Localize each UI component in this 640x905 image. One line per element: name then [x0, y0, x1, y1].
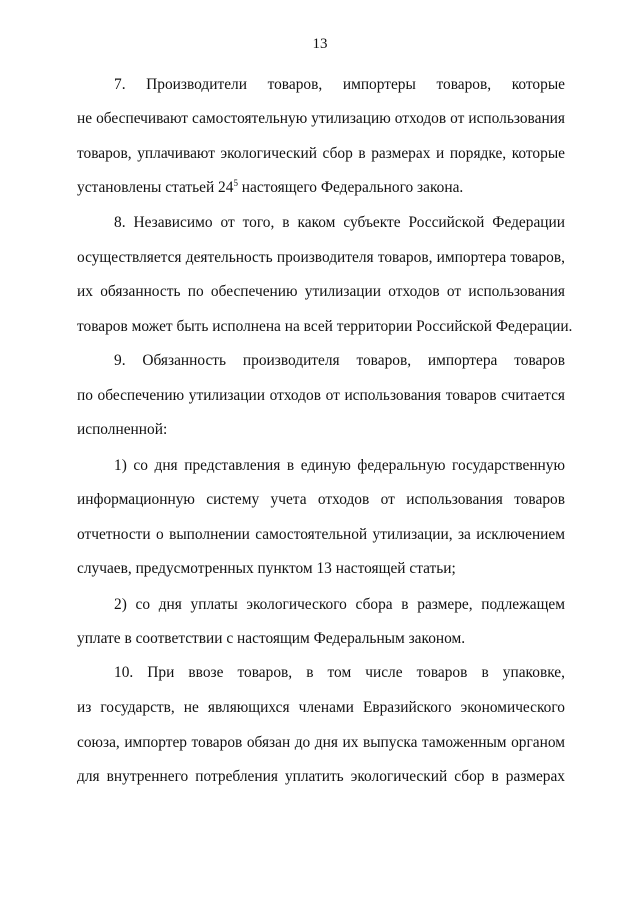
paragraph-10-line-1: 10. При ввозе товаров, в том числе товаров в упаковке,	[114, 664, 565, 681]
page-number: 13	[312, 36, 328, 52]
paragraph-10-line-4: для внутреннего потребления уплатить экологический сбор в размерах	[77, 768, 565, 785]
item-2-line-1: 2) со дня уплаты экологического сбора в размере, подлежащем	[114, 596, 565, 613]
paragraph-9-line-3: исполненной:	[77, 421, 168, 438]
paragraph-9-line-1: 9. Обязанность производителя товаров, импортера товаров	[114, 352, 565, 369]
paragraph-7-line-4-text: установлены статьей 24	[77, 179, 234, 196]
item-1-line-1: 1) со дня представления в единую федеральную государственную	[114, 457, 565, 474]
article-superscript: 5	[233, 178, 238, 188]
paragraph-10-line-2: из государств, не являющихся членами Евразийского экономического	[77, 699, 565, 716]
paragraph-8-line-4: товаров может быть исполнена на всей территории Российской Федерации.	[77, 318, 573, 335]
paragraph-8-line-3: их обязанность по обеспечению утилизации отходов от использования	[77, 283, 565, 300]
paragraph-7-line-4	[77, 179, 565, 197]
paragraph-7-line-4-tail: настоящего Федерального закона.	[237, 179, 464, 196]
item-1-line-3: отчетности о выполнении самостоятельной утилизации, за исключением	[77, 526, 565, 543]
paragraph-8-line-1: 8. Независимо от того, в каком субъекте Российской Федерации	[114, 214, 565, 231]
paragraph-7-line-3: товаров, уплачивают экологический сбор в размерах и порядке, которые	[77, 145, 565, 162]
paragraph-8-line-2: осуществляется деятельность производителя товаров, импортера товаров,	[77, 249, 565, 266]
item-1-line-2: информационную систему учета отходов от использования товаров	[77, 491, 565, 508]
paragraph-7-line-1: 7. Производители товаров, импортеры товаров, которые	[114, 76, 565, 93]
item-2-line-2: уплате в соответствии с настоящим Федеральным законом.	[77, 630, 466, 647]
paragraph-9-line-2: по обеспечению утилизации отходов от использования товаров считается	[77, 387, 565, 404]
paragraph-7-line-2: не обеспечивают самостоятельную утилизацию отходов от использования	[77, 110, 565, 127]
paragraph-10-line-3: союза, импортер товаров обязан до дня их выпуска таможенным органом	[77, 734, 565, 751]
item-1-line-4: случаев, предусмотренных пунктом 13 настоящей статьи;	[77, 560, 456, 577]
